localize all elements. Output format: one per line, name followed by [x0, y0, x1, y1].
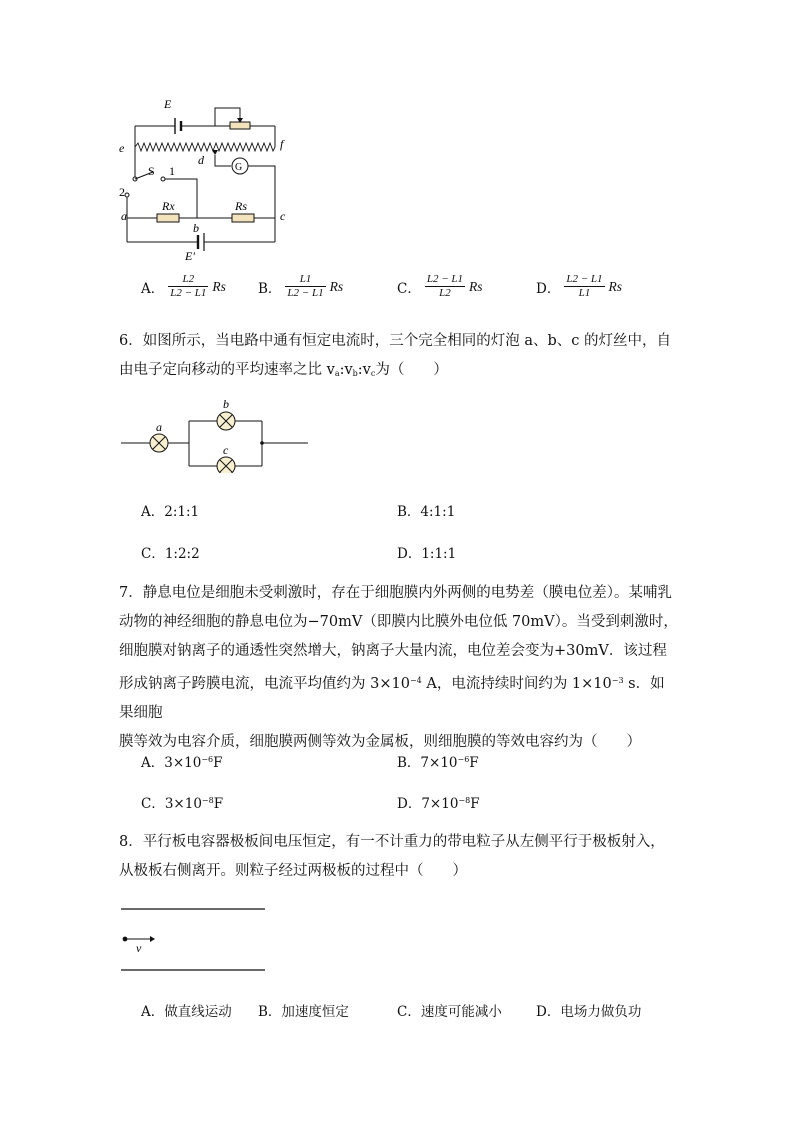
label-Eprime: E′	[185, 249, 195, 262]
q5-option-a-den: L2 − L1	[170, 287, 207, 299]
q7-question	[119, 579, 679, 757]
q5-option-d-den: L1	[578, 287, 591, 299]
q7-option-b-exp: −6	[457, 755, 470, 764]
q5-option-b-fraction	[285, 273, 325, 300]
q5-option-c-tail: Rs	[469, 278, 483, 294]
label-Rs: Rs	[235, 199, 247, 213]
velocity-label: v	[136, 941, 142, 955]
q7-option-c-exp: −8	[201, 796, 214, 805]
q5-option-a-num: L2	[168, 273, 208, 287]
q7-option-b-base: B．7×10	[397, 755, 458, 771]
q7-option-d-unit: F	[470, 796, 480, 812]
q6-bulb-circuit	[118, 398, 318, 473]
q6-question	[119, 327, 679, 388]
q7-line4	[119, 666, 679, 728]
label-E: E	[164, 97, 172, 111]
q5-circuit-diagram	[115, 92, 305, 262]
q7-line4-b: A，电流持续时间约为 1×10	[421, 676, 612, 692]
q5-option-d-tail: Rs	[608, 278, 622, 294]
q7-option-c-base: C．3×10	[141, 796, 202, 812]
label-d: d	[198, 153, 204, 167]
q5-option-a-tail: Rs	[212, 278, 226, 294]
q7-line2: 动物的神经细胞的静息电位为−70mV（即膜内比膜外电位低 70mV）。当受到刺激时，	[119, 614, 678, 630]
q7-line5: 膜等效为电容介质，细胞膜两侧等效为金属板，则细胞膜的等效电容约为（ ）	[119, 734, 641, 750]
label-2: 2	[119, 185, 125, 199]
label-c: c	[280, 209, 286, 223]
label-f: f	[280, 137, 284, 151]
q7-option-d[interactable]	[397, 792, 480, 812]
q7-option-c-unit: F	[213, 796, 224, 812]
q7-option-d-base: D．7×10	[397, 796, 459, 812]
q5-option-c[interactable]	[397, 273, 483, 300]
q7-option-d-exp: −8	[458, 796, 471, 805]
q8-line2: 从极板右侧离开。则粒子经过两极板的过程中（ ）	[119, 863, 467, 879]
q7-line1: 7．静息电位是细胞未受刺激时，存在于细胞膜内外两侧的电势差（膜电位差）。某哺乳	[119, 585, 672, 601]
q6-option-d[interactable]: D．1:1:1	[397, 546, 457, 562]
q6-colon2: :v	[357, 362, 371, 378]
q8-option-c[interactable]: C．速度可能减小	[397, 1004, 502, 1020]
q5-option-c-fraction	[425, 273, 465, 300]
q5-option-c-num: L2 − L1	[426, 273, 464, 285]
q5-option-a[interactable]	[141, 273, 226, 300]
q7-option-b[interactable]	[397, 751, 479, 771]
q7-line4-exp2: −3	[611, 676, 624, 685]
q6-line1: 6．如图所示，当电路中通有恒定电流时，三个完全相同的灯泡 a、b、c 的灯丝中，自	[119, 333, 671, 349]
q6-line2-pre: 由电子定向移动的平均速率之比 v	[119, 362, 335, 378]
q5-option-b[interactable]	[258, 273, 343, 300]
q6-line2-post: 为（ ）	[375, 362, 448, 378]
q5-option-b-letter: B．	[258, 280, 282, 297]
q7-option-c[interactable]	[141, 792, 223, 812]
q7-option-a-unit: F	[213, 755, 223, 771]
q7-line4-a: 形成钠离子跨膜电流，电流平均值约为 3×10	[119, 676, 410, 692]
q5-option-d-fraction	[564, 273, 604, 300]
q5-option-b-num: L1	[285, 273, 325, 287]
q7-option-a[interactable]	[141, 751, 223, 771]
q7-line3: 细胞膜对钠离子的通透性突然增大，钠离子大量内流，电位差会变为+30mV．该过程	[119, 643, 667, 659]
q6-sub-c: c	[370, 369, 376, 378]
bulb-label-a: a	[156, 420, 162, 434]
q5-option-d[interactable]	[536, 273, 622, 300]
q5-option-b-tail: Rs	[329, 278, 344, 294]
q8-line1: 8．平行板电容器极板间电压恒定，有一不计重力的带电粒子从左侧平行于极板射入，	[119, 834, 665, 850]
bulb-label-b: b	[223, 398, 229, 411]
q6-colon1: :v	[339, 362, 353, 378]
q7-line4-c: s．如果细胞	[119, 676, 665, 721]
label-G: G	[235, 162, 243, 173]
q8-option-b[interactable]: B．加速度恒定	[258, 1004, 349, 1020]
q8-capacitor-diagram	[118, 905, 273, 977]
label-a: a	[121, 209, 127, 223]
q7-option-a-base: A．3×10	[141, 755, 202, 771]
q8-option-a[interactable]: A．做直线运动	[141, 1004, 232, 1020]
q5-option-c-letter: C．	[397, 280, 421, 297]
q7-option-a-exp: −6	[201, 755, 214, 764]
label-e: e	[119, 141, 125, 155]
q5-option-a-letter: A．	[141, 280, 165, 297]
q8-question	[119, 828, 679, 886]
q5-option-b-den: L2 − L1	[287, 287, 324, 299]
label-S: S	[148, 164, 155, 178]
q6-option-b[interactable]: B．4:1:1	[397, 504, 456, 520]
q5-option-d-letter: D．	[536, 280, 561, 297]
q6-sub-a: a	[334, 369, 340, 378]
q6-option-c[interactable]: C．1:2:2	[141, 546, 200, 562]
q6-line2	[119, 356, 679, 388]
label-1: 1	[169, 164, 175, 178]
q6-sub-b: b	[352, 369, 358, 378]
q5-option-d-num: L2 − L1	[566, 273, 603, 285]
q8-option-d[interactable]: D．电场力做负功	[536, 1004, 642, 1020]
bulb-label-c: c	[223, 443, 229, 457]
label-b: b	[193, 221, 199, 235]
label-Rx: Rx	[162, 199, 175, 213]
q5-option-c-den: L2	[439, 287, 451, 299]
q7-option-b-unit: F	[469, 755, 479, 771]
q5-option-a-fraction	[168, 273, 208, 300]
q7-line4-exp1: −4	[409, 676, 422, 685]
q6-option-a[interactable]: A．2:1:1	[141, 504, 200, 520]
